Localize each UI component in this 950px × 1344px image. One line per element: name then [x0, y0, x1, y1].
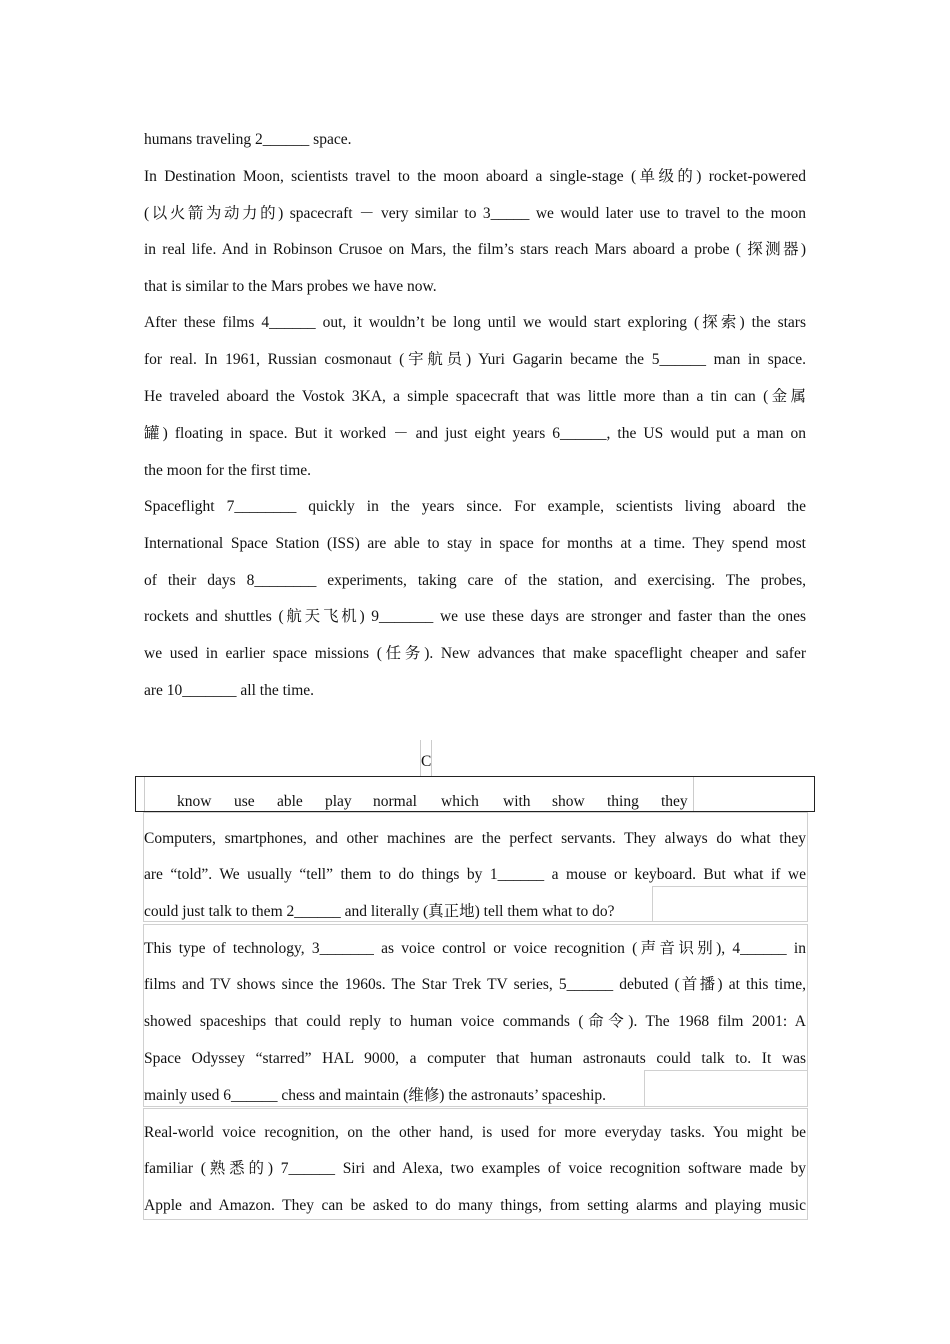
paragraph-line: are 10_______ all the time.	[144, 682, 315, 699]
paragraph-line: Computers, smartphones, and other machines are the perfect servants. They always do what they	[144, 830, 806, 847]
word-bank-item: thing	[607, 793, 639, 810]
paragraph-line: showed spaceships that could reply to human voice commands (命令). The 1968 film 2001: A	[144, 1013, 806, 1030]
paragraph-line: we used in earlier space missions (任务). New advances that make spaceflight cheaper and safer	[144, 645, 806, 662]
paragraph-line: This type of technology, 3_______ as voice control or voice recognition (声音识别), 4______ in	[144, 940, 806, 957]
section-heading	[420, 740, 432, 776]
word-bank-item: normal	[373, 793, 417, 810]
paragraph-line: are “told”. We usually “tell” them to do things by 1______ a mouse or keyboard. But what if we	[144, 866, 806, 883]
word-bank-item: use	[234, 793, 255, 810]
word-bank-item: show	[552, 793, 585, 810]
word-bank-box	[135, 776, 815, 812]
paragraph-line: 罐) floating in space. But it worked － and just eight years 6______, the US would put a man on	[144, 425, 806, 442]
paragraph-line: that is similar to the Mars probes we have now.	[144, 278, 437, 295]
paragraph-line: of their days 8________ experiments, taking care of the station, and exercising. The probes,	[144, 572, 806, 589]
paragraph-line: the moon for the first time.	[144, 462, 312, 479]
word-bank-item: able	[277, 793, 303, 810]
paragraph-line: In Destination Moon, scientists travel to the moon aboard a single-stage (单级的) rocket-powered	[144, 168, 806, 185]
word-bank-item: play	[325, 793, 352, 810]
paragraph-line: Real-world voice recognition, on the other hand, is used for more everyday tasks. You might be	[144, 1124, 806, 1141]
word-bank-item: they	[661, 793, 688, 810]
paragraph-line: Space Odyssey “starred” HAL 9000, a computer that human astronauts could talk to. It was	[144, 1050, 806, 1067]
word-bank-item: which	[441, 793, 479, 810]
section-letter: C	[421, 753, 432, 770]
word-bank-item: with	[503, 793, 531, 810]
paragraph-line: Spaceflight 7________ quickly in the years since. For example, scientists living aboard the	[144, 498, 806, 515]
paragraph-line: could just talk to them 2______ and literally (真正地) tell them what to do?	[144, 903, 615, 920]
word-bank-item: know	[177, 793, 212, 810]
paragraph-line: for real. In 1961, Russian cosmonaut (宇航员) Yuri Gagarin became the 5______ man in space.	[144, 351, 806, 368]
paragraph-line: humans traveling 2______ space.	[144, 131, 352, 148]
paragraph-line: rockets and shuttles (航天飞机) 9_______ we use these days are stronger and faster than the ones	[144, 608, 806, 625]
paragraph-line: He traveled aboard the Vostok 3KA, a simple spacecraft that was little more than a tin can (金属	[144, 388, 806, 405]
paragraph-line: (以火箭为动力的) spacecraft － very similar to 3_____ we would later use to travel to the moon	[144, 205, 806, 222]
paragraph-line: International Space Station (ISS) are able to stay in space for months at a time. They spend most	[144, 535, 806, 552]
paragraph-line: familiar (熟悉的) 7______ Siri and Alexa, two examples of voice recognition software made by	[144, 1160, 806, 1177]
paragraph-line: After these films 4______ out, it wouldn’t be long until we would start exploring (探索) the stars	[144, 314, 806, 331]
paragraph-line: mainly used 6______ chess and maintain (维修) the astronauts’ spaceship.	[144, 1087, 607, 1104]
paragraph-line: in real life. And in Robinson Crusoe on Mars, the film’s stars reach Mars aboard a probe ( 探测器)	[144, 241, 806, 258]
paragraph-line: Apple and Amazon. They can be asked to do many things, from setting alarms and playing music	[144, 1197, 806, 1214]
paragraph-line: films and TV shows since the 1960s. The Star Trek TV series, 5______ debuted (首播) at this time,	[144, 976, 806, 993]
